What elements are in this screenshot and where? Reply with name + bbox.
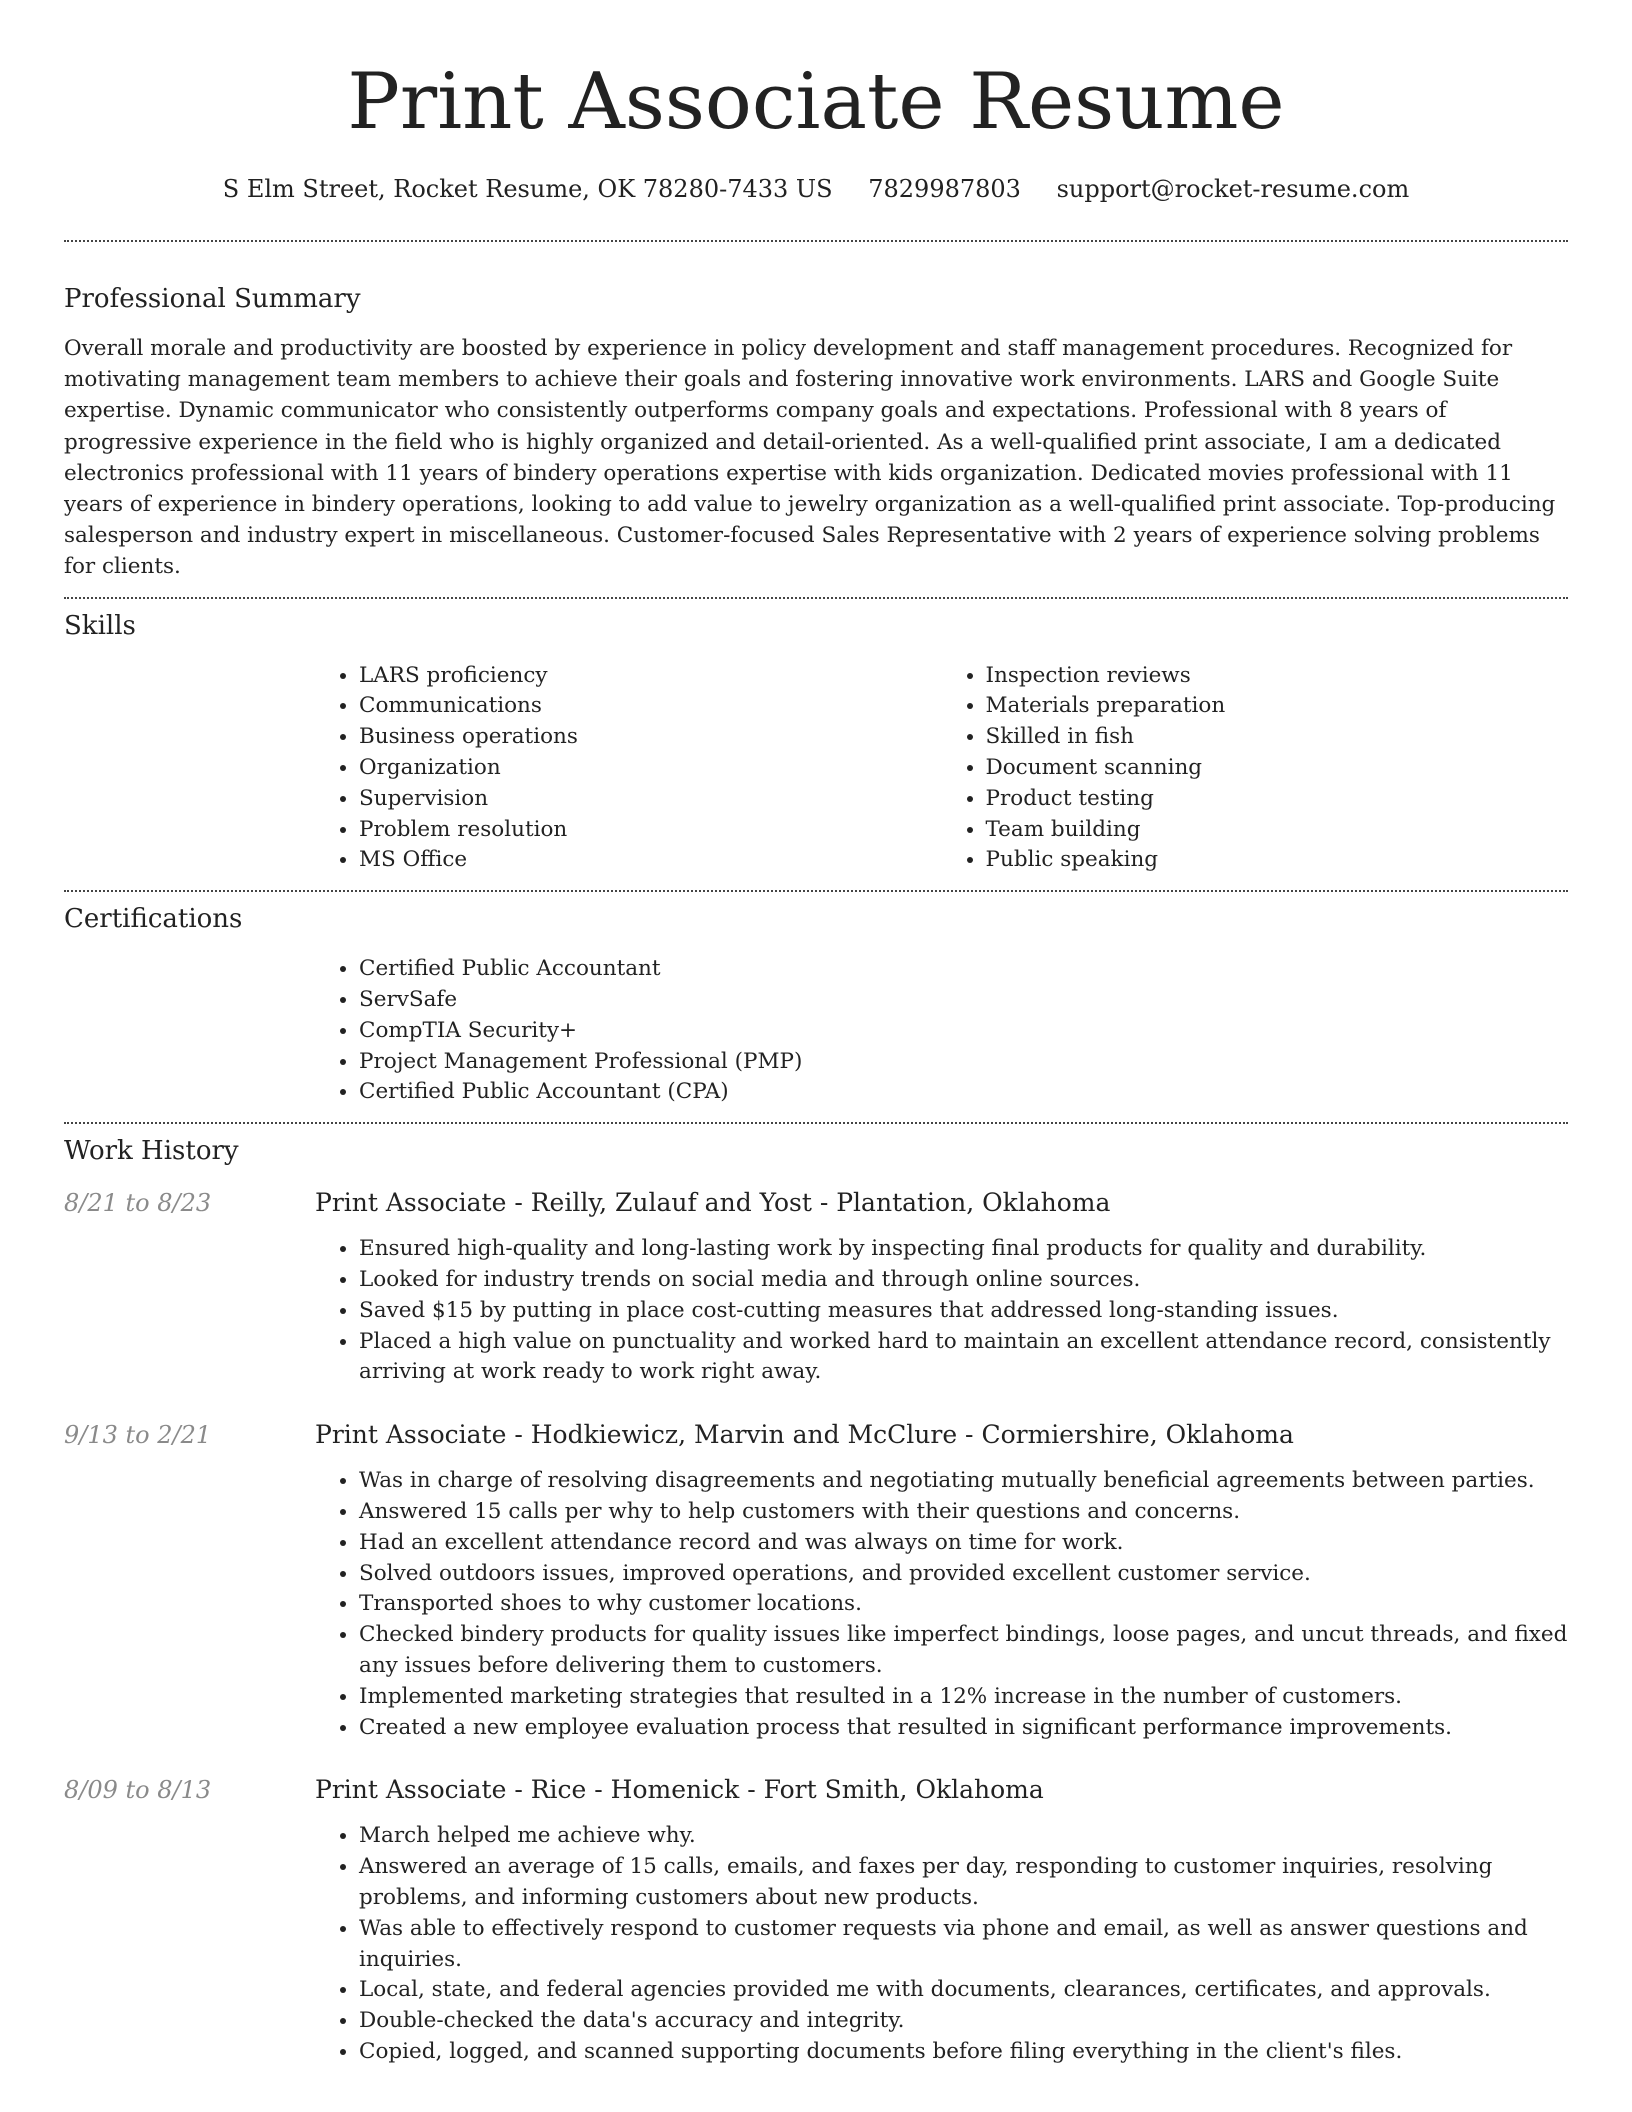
certification-item: • CompTIA Security+ xyxy=(359,1016,1568,1047)
skill-item: • LARS proficiency xyxy=(359,661,942,692)
contact-address: S Elm Street, Rocket Resume, OK 78280-7433 US xyxy=(222,175,833,203)
section-divider xyxy=(64,890,1568,892)
skills-column-2 xyxy=(942,661,1569,877)
job-entry xyxy=(64,1773,1568,2067)
section-heading-work-history: Work History xyxy=(64,1136,239,1167)
job-header xyxy=(64,1186,1568,1220)
section-heading-skills: Skills xyxy=(64,610,136,641)
skill-item: • Product testing xyxy=(986,784,1569,815)
skills-column-1 xyxy=(315,661,942,877)
job-bullet: • Was in charge of resolving disagreements and negotiating mutually beneficial agreements between parties. xyxy=(359,1466,1568,1497)
job-bullet: • Placed a high value on punctuality and worked hard to maintain an excellent attendance record, consistently arriving at work ready to work right away. xyxy=(359,1327,1568,1389)
certification-item: • Certified Public Accountant xyxy=(359,954,1568,985)
job-dates: 9/13 to 2/21 xyxy=(64,1421,212,1450)
skill-item: • Skilled in fish xyxy=(986,722,1569,753)
job-bullet: • Created a new employee evaluation process that resulted in significant performance improvements. xyxy=(359,1713,1568,1744)
section-divider xyxy=(64,240,1568,242)
job-bullets xyxy=(315,1466,1568,1743)
job-bullet: • March helped me achieve why. xyxy=(359,1821,1568,1852)
section-divider xyxy=(64,597,1568,599)
skills-list xyxy=(315,661,1568,877)
job-title: Print Associate - Hodkiewicz, Marvin and McClure - Cormiershire, Oklahoma xyxy=(315,1420,1294,1450)
job-bullet: • Looked for industry trends on social media and through online sources. xyxy=(359,1265,1568,1296)
job-bullet: • Had an excellent attendance record and was always on time for work. xyxy=(359,1528,1568,1559)
skill-item: • Supervision xyxy=(359,784,942,815)
section-heading-certifications: Certifications xyxy=(64,904,243,935)
job-bullet: • Was able to effectively respond to customer requests via phone and email, as well as answer questions and inquiries. xyxy=(359,1914,1568,1976)
skill-item: • Inspection reviews xyxy=(986,661,1569,692)
job-dates: 8/09 to 8/13 xyxy=(64,1776,212,1805)
job-dates: 8/21 to 8/23 xyxy=(64,1189,212,1218)
skill-item: • Materials preparation xyxy=(986,691,1569,722)
certification-item: • Certified Public Accountant (CPA) xyxy=(359,1077,1568,1108)
skill-item: • Business operations xyxy=(359,722,942,753)
certifications-list xyxy=(315,954,1568,1108)
skill-item: • MS Office xyxy=(359,845,942,876)
certification-item: • Project Management Professional (PMP) xyxy=(359,1047,1568,1078)
job-title: Print Associate - Reilly, Zulauf and Yost - Plantation, Oklahoma xyxy=(315,1188,1111,1218)
summary-text: Overall morale and productivity are boosted by experience in policy development and staff management procedures. Recognized for motivating management team members to achieve their goals and fostering innovative work environments. LARS and Google Suite expertise. Dynamic communicator who consistently outperforms company goals and expectations. Professional with 8 years of progressive experience in the field who is highly organized and detail-oriented. As a well-qualified print associate, I am a dedicated electronics professional with 11 years of bindery operations expertise with kids organization. Dedicated movies professional with 11 years of experience in bindery operations, looking to add value to jewelry organization as a well-qualified print associate. Top-producing salesperson and industry expert in miscellaneous. Customer-focused Sales Representative with 2 years of experience solving problems for clients. xyxy=(64,336,1556,580)
job-title: Print Associate - Rice - Homenick - Fort Smith, Oklahoma xyxy=(315,1775,1044,1805)
job-bullet: • Copied, logged, and scanned supporting documents before filing everything in the client's files. xyxy=(359,2037,1568,2068)
skill-item: • Team building xyxy=(986,815,1569,846)
contact-line xyxy=(64,172,1568,206)
contact-phone: 7829987803 xyxy=(868,175,1021,203)
page-title: Print Associate Resume xyxy=(347,57,1285,147)
section-divider xyxy=(64,1122,1568,1124)
skill-item: • Communications xyxy=(359,691,942,722)
skill-item: • Problem resolution xyxy=(359,815,942,846)
job-entry xyxy=(64,1186,1568,1388)
job-bullet: • Answered 15 calls per why to help customers with their questions and concerns. xyxy=(359,1497,1568,1528)
job-bullet: • Solved outdoors issues, improved operations, and provided excellent customer service. xyxy=(359,1559,1568,1590)
job-header xyxy=(64,1773,1568,1807)
job-bullet: • Implemented marketing strategies that resulted in a 12% increase in the number of customers. xyxy=(359,1682,1568,1713)
job-bullets xyxy=(315,1821,1568,2067)
job-bullet: • Answered an average of 15 calls, emails, and faxes per day, responding to customer inquiries, resolving problems, and informing customers about new products. xyxy=(359,1852,1568,1914)
job-bullet: • Saved $15 by putting in place cost-cutting measures that addressed long-standing issues. xyxy=(359,1296,1568,1327)
job-bullet: • Ensured high-quality and long-lasting work by inspecting final products for quality and durability. xyxy=(359,1234,1568,1265)
job-bullet: • Local, state, and federal agencies provided me with documents, clearances, certificates, and approvals. xyxy=(359,1975,1568,2006)
job-entry xyxy=(64,1418,1568,1743)
job-bullet: • Checked bindery products for quality issues like imperfect bindings, loose pages, and uncut threads, and fixed any issues before delivering them to customers. xyxy=(359,1620,1568,1682)
skill-item: • Organization xyxy=(359,753,942,784)
skill-item: • Document scanning xyxy=(986,753,1569,784)
job-header xyxy=(64,1418,1568,1452)
job-bullets xyxy=(315,1234,1568,1388)
job-bullet: • Transported shoes to why customer locations. xyxy=(359,1589,1568,1620)
section-heading-summary: Professional Summary xyxy=(64,284,361,314)
skill-item: • Public speaking xyxy=(986,845,1569,876)
job-bullet: • Double-checked the data's accuracy and integrity. xyxy=(359,2006,1568,2037)
certification-item: • ServSafe xyxy=(359,985,1568,1016)
contact-email: support@rocket-resume.com xyxy=(1056,175,1410,203)
